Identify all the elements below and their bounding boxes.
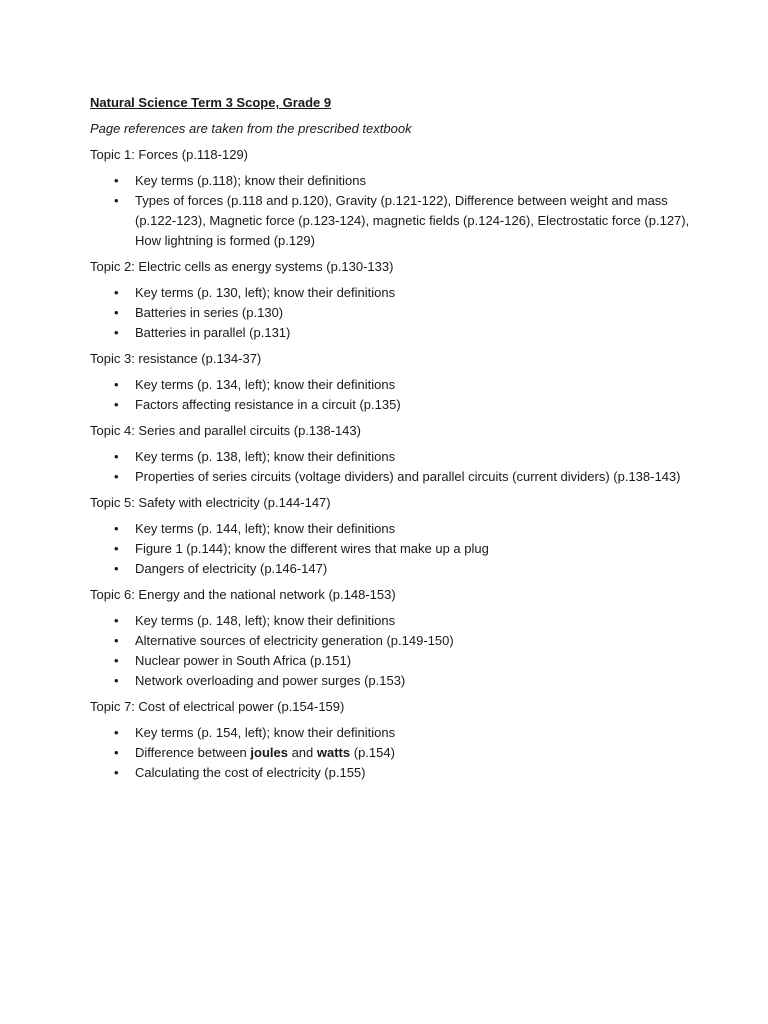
list-item-with-bold-terms: • Difference between joules and watts (p.154)	[90, 743, 690, 763]
list-item: • Nuclear power in South Africa (p.151)	[90, 651, 690, 671]
topic-7	[90, 697, 690, 783]
list-item: • Factors affecting resistance in a circuit (p.135)	[90, 395, 690, 415]
document-subtitle: Page references are taken from the prescribed textbook	[90, 121, 412, 136]
topic-heading: Topic 5: Safety with electricity (p.144-147)	[90, 495, 331, 510]
list-item: • Figure 1 (p.144); know the different wires that make up a plug	[90, 539, 690, 559]
list-item: • Dangers of electricity (p.146-147)	[90, 559, 690, 579]
bold-term: joules	[250, 745, 288, 760]
list-item: • Types of forces (p.118 and p.120), Gravity (p.121-122), Difference between weight and mass (p.122-123), Magnetic force (p.123-124), magnetic fields (p.124-126), Electrostatic force (p.127), How lightning is formed (p.129)	[90, 191, 690, 251]
topic-items	[90, 723, 690, 783]
list-item: • Key terms (p. 130, left); know their definitions	[90, 283, 690, 303]
topic-heading: Topic 7: Cost of electrical power (p.154-159)	[90, 699, 345, 714]
topic-4	[90, 421, 690, 487]
list-item: • Network overloading and power surges (p.153)	[90, 671, 690, 691]
topic-2	[90, 257, 690, 343]
topic-5	[90, 493, 690, 579]
topic-heading: Topic 6: Energy and the national network (p.148-153)	[90, 587, 396, 602]
topic-heading: Topic 4: Series and parallel circuits (p.138-143)	[90, 423, 361, 438]
list-item: • Key terms (p.118); know their definitions	[90, 171, 690, 191]
list-item: • Batteries in series (p.130)	[90, 303, 690, 323]
topic-heading: Topic 2: Electric cells as energy systems (p.130-133)	[90, 259, 394, 274]
document-title: Natural Science Term 3 Scope, Grade 9	[90, 95, 332, 110]
list-item: • Properties of series circuits (voltage dividers) and parallel circuits (current dividers) (p.138-143)	[90, 467, 690, 487]
topic-items	[90, 611, 690, 691]
topic-items	[90, 171, 690, 251]
list-item: • Key terms (p. 154, left); know their definitions	[90, 723, 690, 743]
bold-term: watts	[316, 745, 351, 760]
topic-items	[90, 519, 690, 579]
topic-items	[90, 283, 690, 343]
document-page	[90, 93, 690, 789]
topic-3	[90, 349, 690, 415]
list-item: • Key terms (p. 144, left); know their definitions	[90, 519, 690, 539]
list-item: • Key terms (p. 138, left); know their definitions	[90, 447, 690, 467]
list-item: • Batteries in parallel (p.131)	[90, 323, 690, 343]
topic-1	[90, 145, 690, 251]
topic-items	[90, 447, 690, 487]
list-item: • Alternative sources of electricity generation (p.149-150)	[90, 631, 690, 651]
topic-6	[90, 585, 690, 691]
list-item: • Key terms (p. 148, left); know their definitions	[90, 611, 690, 631]
topic-items	[90, 375, 690, 415]
list-item: • Key terms (p. 134, left); know their definitions	[90, 375, 690, 395]
topic-heading: Topic 3: resistance (p.134-37)	[90, 351, 262, 366]
list-item: • Calculating the cost of electricity (p.155)	[90, 763, 690, 783]
topic-heading: Topic 1: Forces (p.118-129)	[90, 147, 248, 162]
